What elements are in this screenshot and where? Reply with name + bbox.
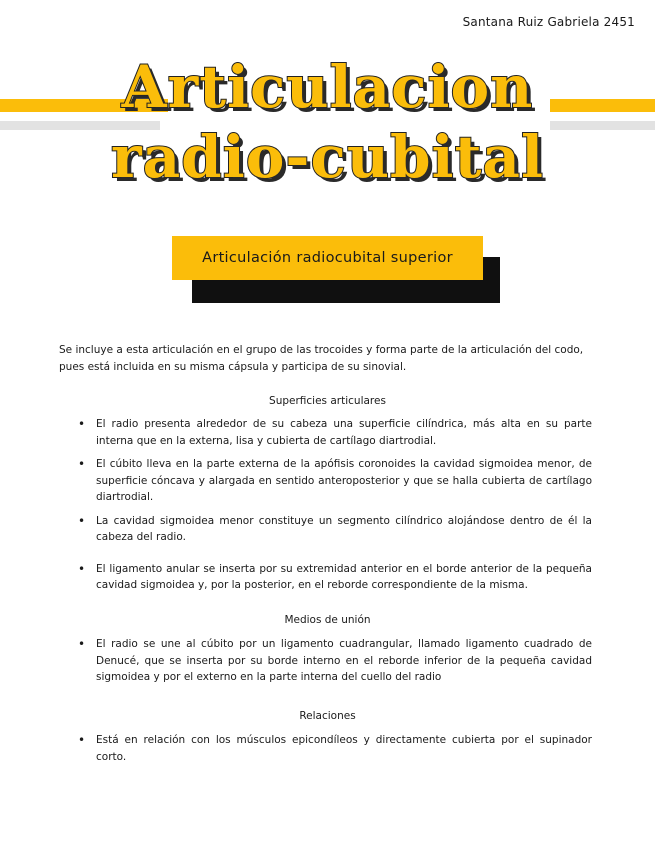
title-line-2: radio-cubital: [111, 123, 544, 191]
subtitle-banner: [172, 236, 483, 280]
medios-list: [78, 636, 592, 686]
superficies-list: [78, 416, 592, 601]
list-item: • El cúbito lleva en la parte externa de la apófisis coronoides la cavidad sigmoidea menor, de superficie cóncava y alargada en sentido anteroposterior y que se halla cubierta de cartílago diartrodial.: [78, 456, 592, 506]
intro-paragraph: Se incluye a esta articulación en el grupo de las trocoides y forma parte de la articulación del codo, pues está incluida en su misma cápsula y participa de su sinovial.: [59, 344, 584, 373]
subtitle-text: Articulación radiocubital superior: [202, 250, 453, 266]
list-item: • El radio se une al cúbito por un ligamento cuadrangular, llamado ligamento cuadrado de Denucé, que se inserta por su borde interno en el reborde inferior de la pequeña cavidad sigmoidea y por el externo en la parte interna del cuello del radio: [78, 636, 592, 686]
title-line-1: Articulacion: [121, 53, 534, 121]
section-heading-relaciones: Relaciones: [299, 710, 356, 722]
page-title: [0, 52, 655, 192]
list-item: • El radio presenta alrededor de su cabeza una superficie cilíndrica, más alta en su parte interna que en la externa, lisa y cubierta de cartílago diartrodial.: [78, 416, 592, 449]
list-item: • La cavidad sigmoidea menor constituye un segmento cilíndrico alojándose dentro de él la cabeza del radio.: [78, 513, 592, 546]
section-heading-superficies: Superficies articulares: [269, 395, 386, 407]
list-item: • El ligamento anular se inserta por su extremidad anterior en el borde anterior de la pequeña cavidad sigmoidea y, por la posterior, en el reborde correspondiente de la misma.: [78, 561, 592, 594]
section-heading-medios: Medios de unión: [284, 614, 371, 626]
list-item: • Está en relación con los músculos epicondíleos y directamente cubierta por el supinador corto.: [78, 732, 592, 765]
author-name: Santana Ruiz Gabriela 2451: [462, 15, 635, 29]
relaciones-list: [78, 732, 592, 765]
